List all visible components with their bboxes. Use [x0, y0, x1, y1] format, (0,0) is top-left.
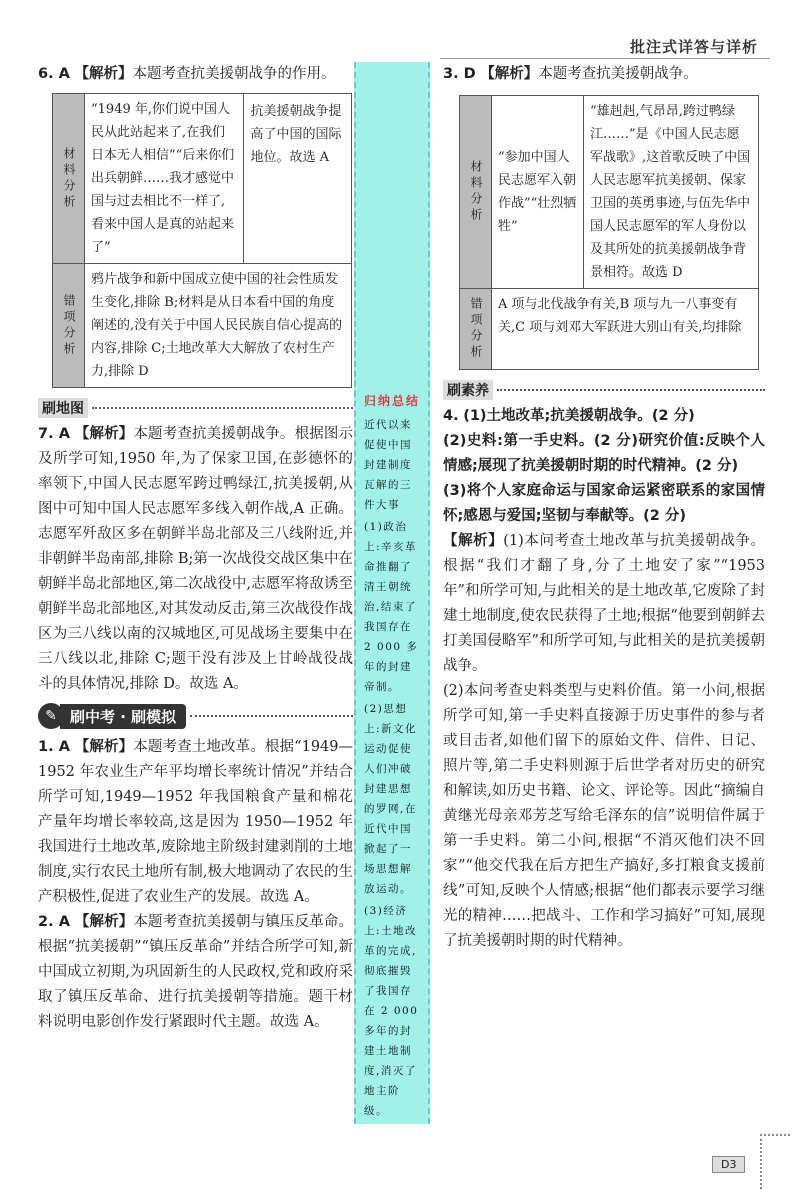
sidebar-content	[356, 409, 428, 1121]
answer-7	[38, 422, 353, 697]
table-row	[53, 94, 351, 264]
material-quote: “参加中国人民志愿军入朝作战”“壮烈牺牲”	[492, 96, 584, 288]
table-row	[53, 264, 351, 387]
sidebar-title: 归纳总结	[363, 394, 420, 408]
row-label: 材料分析	[53, 94, 85, 263]
analysis-table-6	[52, 93, 352, 388]
corner-decoration	[760, 1134, 790, 1189]
header-divider	[440, 58, 770, 59]
answer-text: 本题考查抗美援朝战争。根据图示及所学可知,1950 年,为了保家卫国,在彭德怀的率领下,中国人民志愿军跨过鸭绿江,抗美援朝,从图中可知中国人民志愿军多线入朝作战,A 正确。志愿军歼敌区多在朝鲜半岛北部及三八线附近,并非朝鲜半岛南部,排除 B;第一次战役交战区集中在朝鲜半岛北部地区,第二次战役中,志愿军将敌诱至朝鲜半岛北部地区,对其发动反击,第三次战役作战区为三八线以南的汉城地区,可见战场主要集中在三八线以北,排除 C;题干没有涉及上甘岭战役战斗的具体情况,排除 D。故选 A。	[38, 426, 354, 692]
row-label: 材料分析	[460, 96, 492, 288]
answer-number: 2. A	[38, 914, 71, 930]
answer-text: 本题考查抗美援朝战争。	[538, 66, 698, 82]
analysis-tag: 【解析】	[74, 426, 134, 442]
analysis-tag: 【解析】	[74, 914, 134, 930]
answer-3	[443, 62, 765, 87]
sidebar-paragraph: (2)思想上:新文化运动促使人们冲破封建思想的罗网,在近代中国掀起了一场思想解放运动。	[364, 703, 418, 895]
sidebar-paragraph: (3)经济上:土地改革的完成,彻底摧毁了我国存在 2 000 多年的封建土地制度,消灭了地主阶级。	[364, 905, 419, 1117]
table-row	[460, 289, 758, 369]
row-label: 错项分析	[460, 289, 492, 369]
analysis-tag: 【解析】	[74, 66, 133, 82]
wrong-options-text: 鸦片战争和新中国成立使中国的社会性质发生变化,排除 B;材料是从日本看中国的角度阐述的,没有关于中国人民民族自信心提高的内容,排除 C;土地改革大大解放了农村生产力,排除 D	[91, 272, 343, 379]
page-header-title: 批注式详答与详析	[629, 38, 758, 56]
answer-number: 3. D	[443, 66, 476, 82]
material-conclusion: 抗美援朝战争提高了中国的国际地位。故选 A	[250, 104, 342, 165]
section-title: 刷素养	[443, 380, 493, 400]
section-header-literacy	[443, 380, 765, 400]
analysis-tag: 【解析】	[480, 66, 539, 82]
answer-part-2: (2)史料:第一手史料。(2 分)研究价值:反映个人情感;展现了抗美援朝时期的时代精神。(2 分)	[443, 433, 765, 474]
explanation-text: (1)本问考查土地改革与抗美援朝战争。根据“我们才翻了身,分了土地安了家”“1953 年”和所学可知,与此相关的是土地改革,它废除了封建土地制度,使农民获得了土地;根据“他要到朝鲜去打美国侵略军”和所学可知,与此相关的是抗美援朝战争。	[443, 533, 765, 674]
answer-6	[38, 62, 353, 87]
dotted-divider	[190, 715, 353, 717]
table-row	[460, 96, 758, 289]
dotted-divider	[92, 407, 353, 409]
pencil-icon: ✎	[38, 703, 64, 729]
answer-number: 4.	[443, 408, 459, 424]
answer-text: 本题考查抗美援朝与镇压反革命。根据“抗美援朝”“镇压反革命”并结合所学可知,新中国成立初期,为巩固新生的人民政权,党和政府采取了镇压反革命、进行抗美援朝等措施。题干材料说明电影创作发行紧跟时代主题。故选 A。	[38, 914, 354, 1030]
material-conclusion: “雄赳赳,气昂昂,跨过鸭绿江……”是《中国人民志愿军战歌》,这首歌反映了中国人民志愿军抗美援朝、保家卫国的英勇事迹,与伍先华中国人民志愿军的军人身份以及其所处的抗美援朝战争背景相符。故选 D	[590, 104, 751, 280]
analysis-tag: 【解析】	[74, 739, 134, 755]
answer-number: 7. A	[38, 426, 71, 442]
answer-4	[443, 404, 765, 429]
right-column	[443, 62, 765, 954]
left-column	[38, 62, 353, 1035]
answer-2	[38, 910, 353, 1035]
explanation-1	[443, 529, 765, 679]
section-header-map	[38, 398, 353, 418]
explanation-2: (2)本问考查史料类型与史料价值。第一小问,根据所学可知,第一手史料直接源于历史事件的参与者或目击者,如他们留下的原始文件、信件、日记、照片等,第二手史料则源于后世学者对历史的研究和解读,如历史书籍、论文、评论等。因此“摘编自黄继光母亲邓芳芝写给毛泽东的信”说明信件属于第一手史料。第二小问,根据“不消灭他们决不回家”“他交代我在后方把生产搞好,多打粮食支援前线”可知,反映个人情感;根据“他们都表示要学习继光的精神……把战斗、工作和学习搞好”可知,展现了抗美援朝时期的时代精神。	[443, 683, 765, 949]
section-banner	[38, 703, 353, 729]
analysis-tag: 【解析】	[443, 533, 504, 549]
wrong-options-text: A 项与北伐战争有关,B 项与九一八事变有关,C 项与刘邓大军跃进大别山有关,均排除	[498, 297, 742, 335]
material-quote: “1949 年,你们说中国人民从此站起来了,在我们日本无人相信”“后来你们出兵朝鲜……我才感觉中国与过去相比不一样了,看来中国人是真的站起来了”	[85, 94, 244, 263]
sidebar-paragraph: 近代以来促使中国封建制度瓦解的三件大事	[364, 419, 412, 511]
answer-text: 本题考查土地改革。根据“1949—1952 年农业生产年平均增长率统计情况”并结合所学可知,1949—1952 年我国粮食产量和棉花产量年均增长率较高,这是因为 1950—1952 年我国进行土地改革,废除地主阶级封建剥削的土地制度,实行农民土地所有制,极大地调动了农民的生产积极性,促进了农业生产的发展。故选 A。	[38, 739, 353, 905]
summary-sidebar	[354, 62, 430, 1124]
analysis-table-3	[459, 95, 759, 370]
section-title: 刷地图	[38, 398, 88, 418]
answer-number: 6. A	[38, 66, 70, 82]
answer-part-3: (3)将个人家庭命运与国家命运紧密联系的家国情怀;感恩与爱国;坚韧与奉献等。(2 分)	[443, 483, 765, 524]
sidebar-paragraph: (1)政治上:辛亥革命推翻了清王朝统治,结束了我国存在 2 000 多年的封建帝制。	[364, 521, 419, 693]
dotted-divider	[497, 389, 765, 391]
page-number: D3	[712, 1156, 745, 1173]
row-label: 错项分析	[53, 264, 85, 387]
answer-text: 本题考查抗美援朝战争的作用。	[132, 66, 336, 82]
banner-title: 刷中考 · 刷模拟	[60, 704, 186, 729]
answer-number: 1. A	[38, 739, 70, 755]
answer-part-1: (1)土地改革;抗美援朝战争。(2 分)	[463, 408, 695, 424]
answer-1	[38, 735, 353, 910]
